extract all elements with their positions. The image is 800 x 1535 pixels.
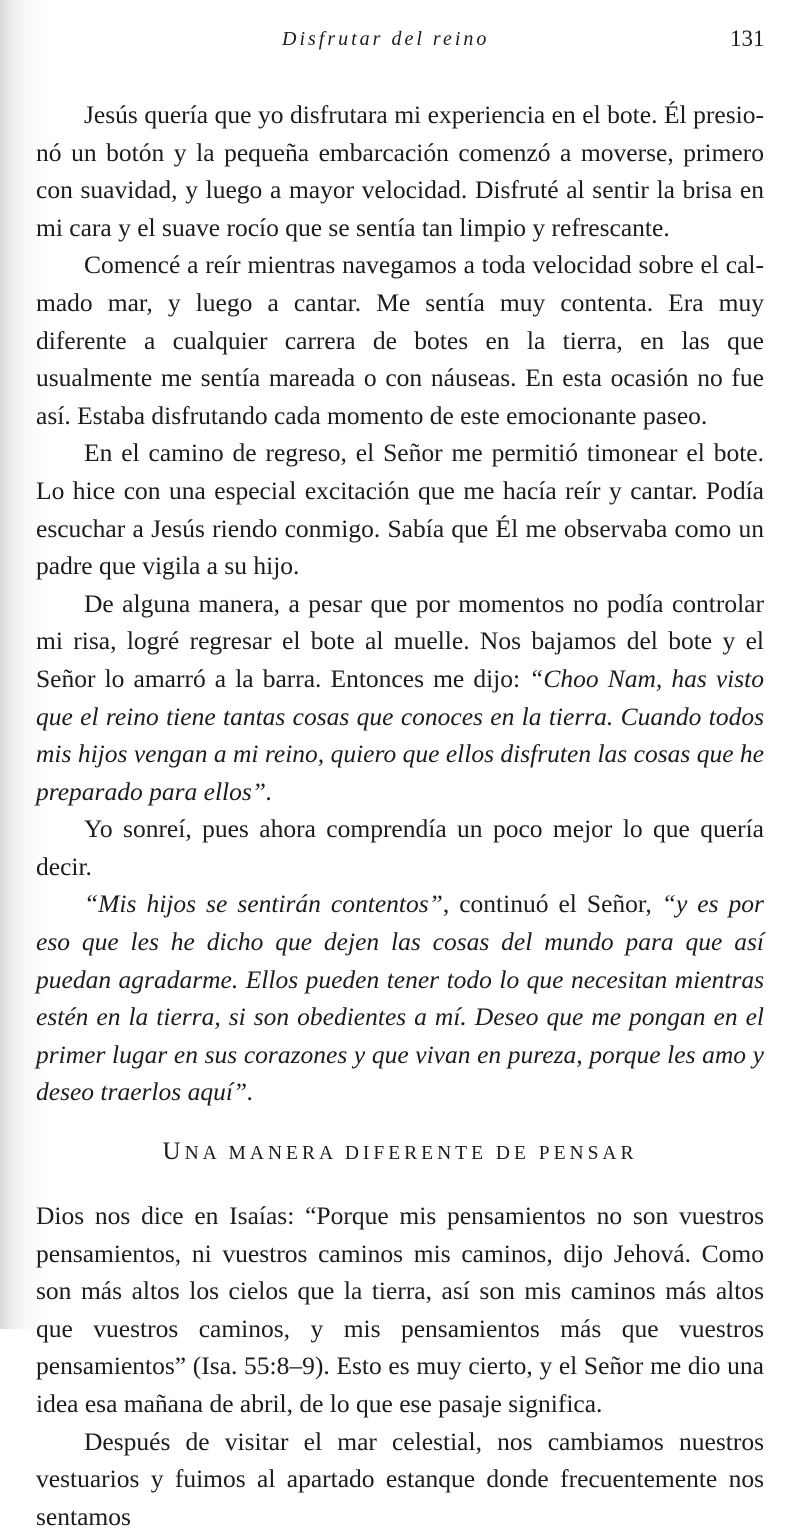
section-heading-initial: U [162,1138,185,1166]
paragraph: Comencé a reír mientras navegamos a toda velocidad sobre el calmado mar, y luego a cantar. Me sentía muy contenta. Era muy diferente a cualquier carrera de botes en la tierra, en las que usualmente me sentía mareada o con náuseas. En esta ocasión no fue así. Estaba disfrutando cada momento de este emocionante paseo. [36,250,764,430]
section-heading-rest: NA MANERA DIFERENTE DE PENSAR [184,1143,638,1165]
paragraph: Yo sonreí, pues ahora comprendía un poco mejor lo que quería decir. [36,814,764,881]
quote-italic: “Choo Nam, has visto que el reino tiene tantas cosas que conoces en la tierra. Cuando todos mis hijos vengan a mi reino, quiero que ellos disfruten las cosas que he preparado para ellos”. [36,663,765,806]
paragraph [36,885,764,1111]
body-text [36,96,764,1535]
page-number: 131 [730,26,765,51]
paragraph-text: , continuó el Señor, [442,889,662,919]
paragraph [36,585,764,811]
running-title: Disfrutar del reino [282,28,490,50]
paragraph-text: De alguna manera, a pesar que por momentos no podía controlar mi risa, logré regresar el bote al muelle. Nos bajamos del bote y el Señor lo amarró a la barra. Entonces me dijo: [36,588,764,693]
running-head [0,26,800,56]
quote-italic: “y es por eso que les he dicho que dejen las cosas del mundo para que así puedan agradarme. Ellos pueden tener todo lo que necesitan mientras estén en la tierra, si son obedientes a mí. Deseo que me pongan en el primer lugar en sus corazones y que vivan en pureza, porque les amo y deseo traerlos aquí”. [36,889,764,1107]
section-heading [36,1137,764,1169]
paragraph: En el camino de regreso, el Señor me permitió timonear el bote. Lo hice con una especial excitación que me hacía reír y cantar. Podía escuchar a Jesús riendo conmigo. Sabía que Él me observaba como un padre que vigila a su hijo. [36,438,764,581]
quote-italic: “Mis hijos se sentirán contentos” [84,889,443,919]
paragraph: Dios nos dice en Isaías: “Porque mis pensamientos no son vuestros pensamientos, ni vuestros caminos mis caminos, dijo Jehová. Como son más altos los cielos que la tierra, así son mis caminos más altos que vuestros caminos, y mis pensamientos más que vuestros pensamientos” (Isa. 55:8–9). Esto es muy cierto, y el Señor me dio una idea esa mañana de abril, de lo que ese pasaje significa. [36,1201,764,1418]
paragraph: Después de visitar el mar celestial, nos cambiamos nuestros vestuarios y fuimos al apartado estanque donde frecuentemente nos sentamos [36,1426,764,1531]
paragraph: Jesús quería que yo disfrutara mi experiencia en el bote. Él presionó un botón y la pequeña embarcación comenzó a moverse, primero con suavidad, y luego a mayor velocidad. Disfruté al sentir la brisa en mi cara y el suave rocío que se sentía tan limpio y refrescante. [36,100,764,242]
